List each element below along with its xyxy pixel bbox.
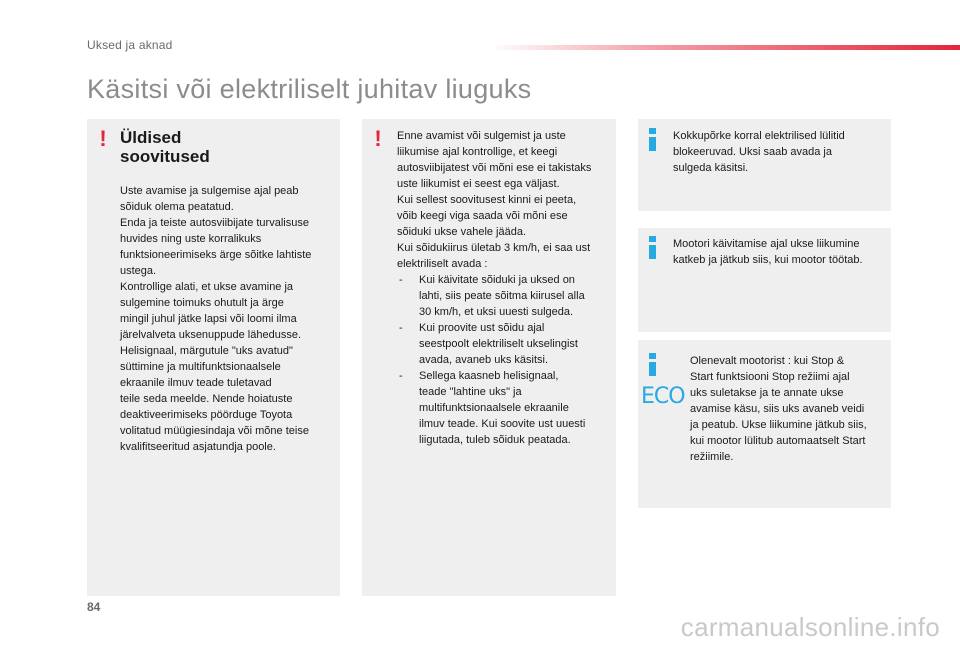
page-number: 84 [87,600,101,614]
text-line: sulgeda käsitsi. [673,162,749,174]
text-line: võib keegi viga saada või mõni ese [397,210,568,222]
text-line: elektriliselt avada : [397,258,488,270]
text-line: autosviibijatest või mõni ese ei takistaks [397,162,592,174]
info-icon [648,128,658,152]
text-line: Mootori käivitamise ajal ukse liikumine [673,238,860,250]
info-icon [648,353,658,377]
text-line: uste liikumist ei seest ega väljast. [397,178,560,190]
text-line: Start funktsiooni Stop režiimi ajal [690,371,850,383]
warning-icon: ! [374,126,382,151]
text-line: ja peatub. Ukse liikumine jätkub siis, [690,419,867,431]
text-line: blokeeruvad. Uksi saab avada ja [673,146,832,158]
text-line: Sellega kaasneb helisignaal, [419,370,559,382]
heading-line: Üldised [120,128,182,147]
text-line: liikumise ajal kontrollige, et keegi [397,146,558,158]
text-line: ekraanile ilmuv teade tuletavad [120,377,272,389]
text-line: Olenevalt mootorist : kui Stop & [690,355,845,367]
eco-icon: ECO [641,384,685,409]
text-line: teade "lahtine uks" ja [419,386,522,398]
text-line: kvalifitseeritud asjatundja poole. [120,441,276,453]
text-line: Kui proovite ust sõidu ajal [419,322,545,334]
safety-warning-text [397,128,612,448]
general-recommendations-heading [120,128,210,166]
text-line: uks suletakse ja te annate ukse [690,387,844,399]
text-line: katkeb ja jätkub siis, kui mootor töötab. [673,254,863,266]
list-item [397,272,612,320]
text-line: lahti, siis peate sõitma kiirusel alla [419,290,585,302]
text-line: Enne avamist või sulgemist ja uste [397,130,566,142]
speed-conditions-list [397,272,612,448]
text-line: Uste avamise ja sulgemise ajal peab [120,185,299,197]
warning-icon: ! [99,126,107,151]
text-line: avada, avaneb uks käsitsi. [419,354,549,366]
watermark: carmanualsonline.info [680,612,940,642]
text-line: huvides ning uste korralikuks [120,233,262,245]
text-line: ustega. [120,265,157,277]
collision-info-text [673,128,885,176]
stop-start-info-text [690,353,888,465]
text-line: sulgemine toimuks ohutult ja ärge [120,297,284,309]
text-line: liigutada, tuleb sõiduk peatada. [419,434,571,446]
text-line: teile seda meelde. Nende hoiatuste [120,393,293,405]
text-line: ilmuv teade. Kui soovite ust uuesti [419,418,586,430]
text-line: multifunktsionaalsele ekraanile [419,402,569,414]
text-line: volitatud müügiesindaja või mõne teise [120,425,309,437]
page-title: Käsitsi või elektriliselt juhitav liuguks [87,74,532,104]
header-accent-bar [490,45,960,50]
text-line: Kui sõidukiirus ületab 3 km/h, ei saa ust [397,242,591,254]
text-line: Kontrollige alati, et ukse avamine ja [120,281,294,293]
text-line: deaktiveerimiseks pöörduge Toyota [120,409,293,421]
text-line: Enda ja teiste autosviibijate turvalisuse [120,217,309,229]
text-line: Helisignaal, märgutule "uks avatud" [120,345,293,357]
text-line: Kui sellest soovitusest kinni ei peeta, [397,194,577,206]
text-line: süttimine ja multifunktsionaalsele [120,361,281,373]
text-line: 30 km/h, et uksi uuesti sulgeda. [419,306,574,318]
list-item [397,368,612,448]
text-line: sõiduk olema peatatud. [120,201,234,213]
text-line: Kui käivitate sõiduki ja uksed on [419,274,575,286]
list-item [397,320,612,368]
text-line: režiimile. [690,451,734,463]
text-line: avamise käsu, siis uks avaneb veidi [690,403,865,415]
engine-start-info-text [673,236,888,268]
text-line: seestpoolt elektriliselt ukselingist [419,338,578,350]
text-line: Kokkupõrke korral elektrilised lülitid [673,130,845,142]
text-line: kui mootor lülitub automaatselt Start [690,435,866,447]
heading-line: soovitused [120,147,210,166]
general-recommendations-text [120,183,335,455]
text-line: järelvalveta uksenuppude lähedusse. [120,329,302,341]
info-icon [648,236,658,260]
section-label: Uksed ja aknad [87,38,173,52]
text-line: sõiduki ukse vahele jääda. [397,226,527,238]
text-line: mingil juhul jätke lapsi või loomi ilma [120,313,297,325]
text-line: funktsioneerimiseks ärge sõitke lahtiste [120,249,312,261]
